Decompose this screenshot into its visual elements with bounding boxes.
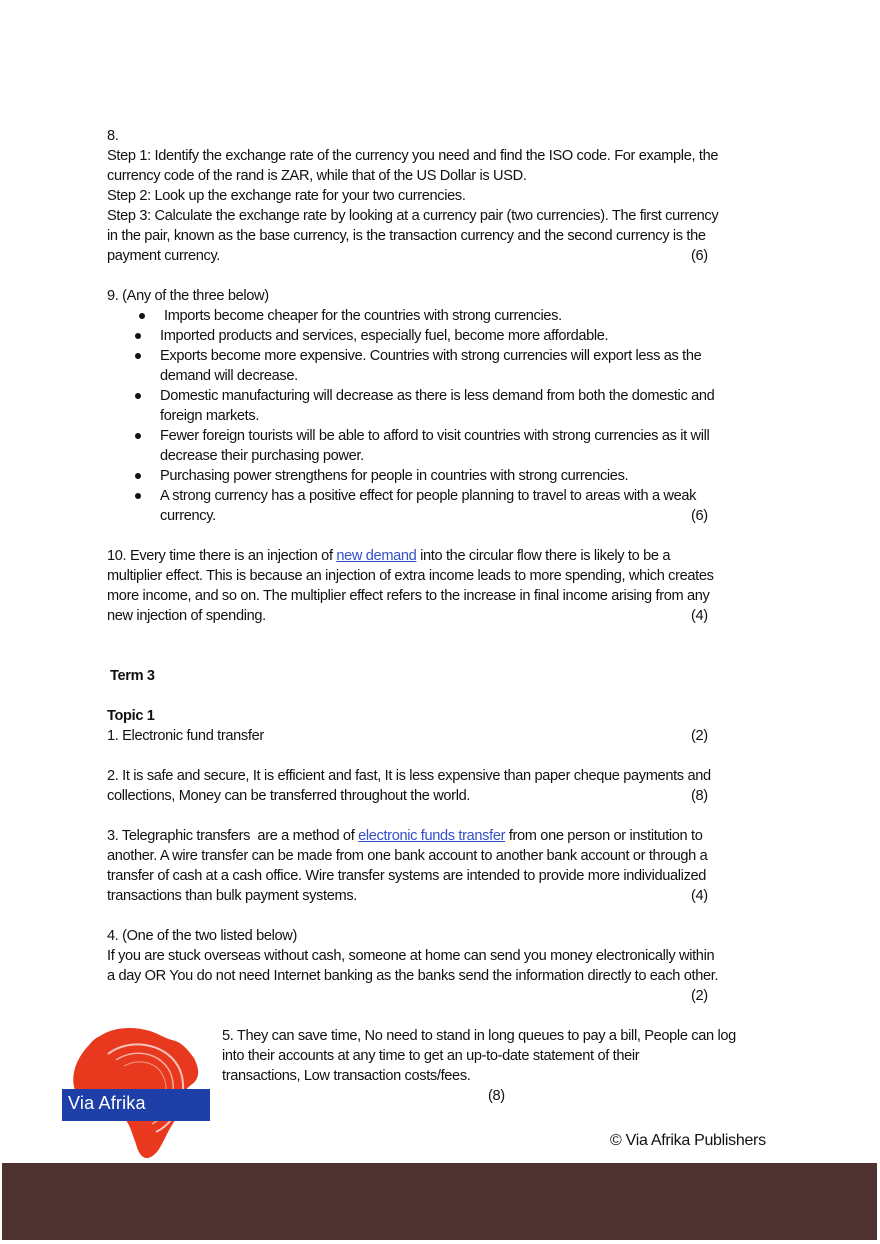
marks-label: (2)	[691, 988, 708, 1004]
answer-line: a day OR You do not need Internet banking as the banks send the information directly to each other.	[107, 968, 719, 984]
answer-3	[107, 826, 775, 906]
spacer	[107, 906, 775, 926]
answer-text: currency.	[160, 508, 216, 524]
answer-line	[107, 886, 775, 906]
bullet-icon	[139, 313, 145, 319]
answer-line	[107, 826, 775, 846]
bullet-text: Exports become more expensive. Countries with strong currencies will export less as the	[160, 348, 702, 364]
answer-line	[107, 606, 775, 626]
bullet-text: Domestic manufacturing will decrease as there is less demand from both the domestic and	[160, 388, 715, 404]
answer-text: payment currency.	[107, 248, 221, 264]
bullet-list	[107, 306, 775, 526]
spacer	[107, 806, 775, 826]
answer-line	[107, 986, 775, 1006]
answer-5	[222, 1026, 782, 1104]
bullet-icon	[135, 473, 141, 479]
answer-2	[107, 766, 775, 806]
answer-line: multiplier effect. This is because an injection of extra income leads to more spending, which creates	[107, 568, 714, 584]
answer-10	[107, 546, 775, 626]
spacer	[107, 746, 775, 766]
marks-label: (4)	[691, 888, 708, 904]
bullet-text: Imported products and services, especially fuel, become more affordable.	[160, 328, 609, 344]
answer-line: Step 1: Identify the exchange rate of the currency you need and find the ISO code. For example, the	[107, 148, 719, 164]
answer-text: 10. Every time there is an injection of	[107, 548, 337, 564]
bullet-text: Purchasing power strengthens for people in countries with strong currencies.	[160, 468, 629, 484]
answer-line: in the pair, known as the base currency, is the transaction currency and the second currency is the	[107, 228, 706, 244]
answer-line: more income, and so on. The multiplier effect refers to the increase in final income arising from any	[107, 588, 710, 604]
bullet-item	[107, 426, 775, 466]
answer-text: new injection of spending.	[107, 608, 266, 624]
answer-8	[107, 126, 775, 266]
answer-line: transactions, Low transaction costs/fees.	[222, 1068, 471, 1084]
answer-line: into their accounts at any time to get an up-to-date statement of their	[222, 1048, 640, 1064]
bullet-item	[107, 486, 775, 526]
electronic-funds-transfer-link[interactable]: electronic funds transfer	[358, 828, 506, 844]
bullet-item	[107, 306, 775, 326]
bullet-icon	[135, 433, 141, 439]
footer-band	[2, 1163, 877, 1240]
answer-line: If you are stuck overseas without cash, someone at home can send you money electronically within	[107, 948, 715, 964]
answer-line: 2. It is safe and secure, It is efficient and fast, It is less expensive than paper cheque payments and	[107, 768, 711, 784]
marks-label: (8)	[691, 788, 708, 804]
answer-line: 5. They can save time, No need to stand in long queues to pay a bill, People can log	[222, 1028, 736, 1044]
topic-heading: Topic 1	[107, 708, 155, 724]
answer-line	[107, 786, 775, 806]
via-afrika-logo	[60, 1024, 216, 1160]
bullet-item	[107, 346, 775, 386]
marks-label: (2)	[691, 728, 708, 744]
page-content	[107, 126, 775, 1006]
answer-4	[107, 926, 775, 1006]
copyright-notice: © Via Afrika Publishers	[610, 1132, 766, 1149]
bullet-text: Imports become cheaper for the countries with strong currencies.	[164, 308, 562, 324]
answer-line: another. A wire transfer can be made from one bank account to another bank account or through a	[107, 848, 708, 864]
bullet-text: decrease their purchasing power.	[160, 448, 364, 464]
marks-label: (6)	[691, 508, 708, 524]
spacer	[107, 526, 775, 546]
bullet-icon	[135, 493, 141, 499]
answer-intro: 9. (Any of the three below)	[107, 288, 269, 304]
answer-text: transactions than bulk payment systems.	[107, 888, 357, 904]
bullet-icon	[135, 333, 141, 339]
bullet-text	[160, 506, 775, 526]
answer-intro: 4. (One of the two listed below)	[107, 928, 297, 944]
bullet-item	[107, 326, 775, 346]
answer-text: into the circular flow there is likely to be a	[416, 548, 671, 564]
bullet-item	[107, 466, 775, 486]
answer-line	[107, 246, 775, 266]
answer-text: collections, Money can be transferred throughout the world.	[107, 788, 471, 804]
marks-label: (4)	[691, 608, 708, 624]
answer-line	[107, 546, 775, 566]
answer-line: Step 2: Look up the exchange rate for your two currencies.	[107, 188, 466, 204]
answer-text: 1. Electronic fund transfer	[107, 728, 264, 744]
answer-text: from one person or institution to	[505, 828, 703, 844]
answer-line: currency code of the rand is ZAR, while that of the US Dollar is USD.	[107, 168, 527, 184]
marks-label: (6)	[691, 248, 708, 264]
bullet-text: foreign markets.	[160, 408, 260, 424]
answer-text: 3. Telegraphic transfers are a method of	[107, 828, 359, 844]
bullet-icon	[135, 393, 141, 399]
answer-9	[107, 286, 775, 526]
logo-text: Via Afrika	[68, 1093, 146, 1113]
bullet-text: A strong currency has a positive effect for people planning to travel to areas with a weak	[160, 488, 697, 504]
bullet-icon	[135, 353, 141, 359]
answer-line: Step 3: Calculate the exchange rate by looking at a currency pair (two currencies). The first currency	[107, 208, 719, 224]
answer-1	[107, 726, 775, 746]
bullet-text: Fewer foreign tourists will be able to afford to visit countries with strong currencies as it will	[160, 428, 710, 444]
bullet-item	[107, 386, 775, 426]
spacer	[107, 626, 775, 666]
marks-label: (8)	[488, 1088, 505, 1104]
new-demand-link[interactable]: new demand	[336, 548, 417, 564]
spacer	[107, 266, 775, 286]
bullet-text: demand will decrease.	[160, 368, 298, 384]
term-heading: Term 3	[110, 668, 155, 684]
answer-line: transfer of cash at a cash office. Wire transfer systems are intended to provide more individualized	[107, 868, 707, 884]
spacer	[107, 686, 775, 706]
answer-number: 8.	[107, 128, 119, 144]
